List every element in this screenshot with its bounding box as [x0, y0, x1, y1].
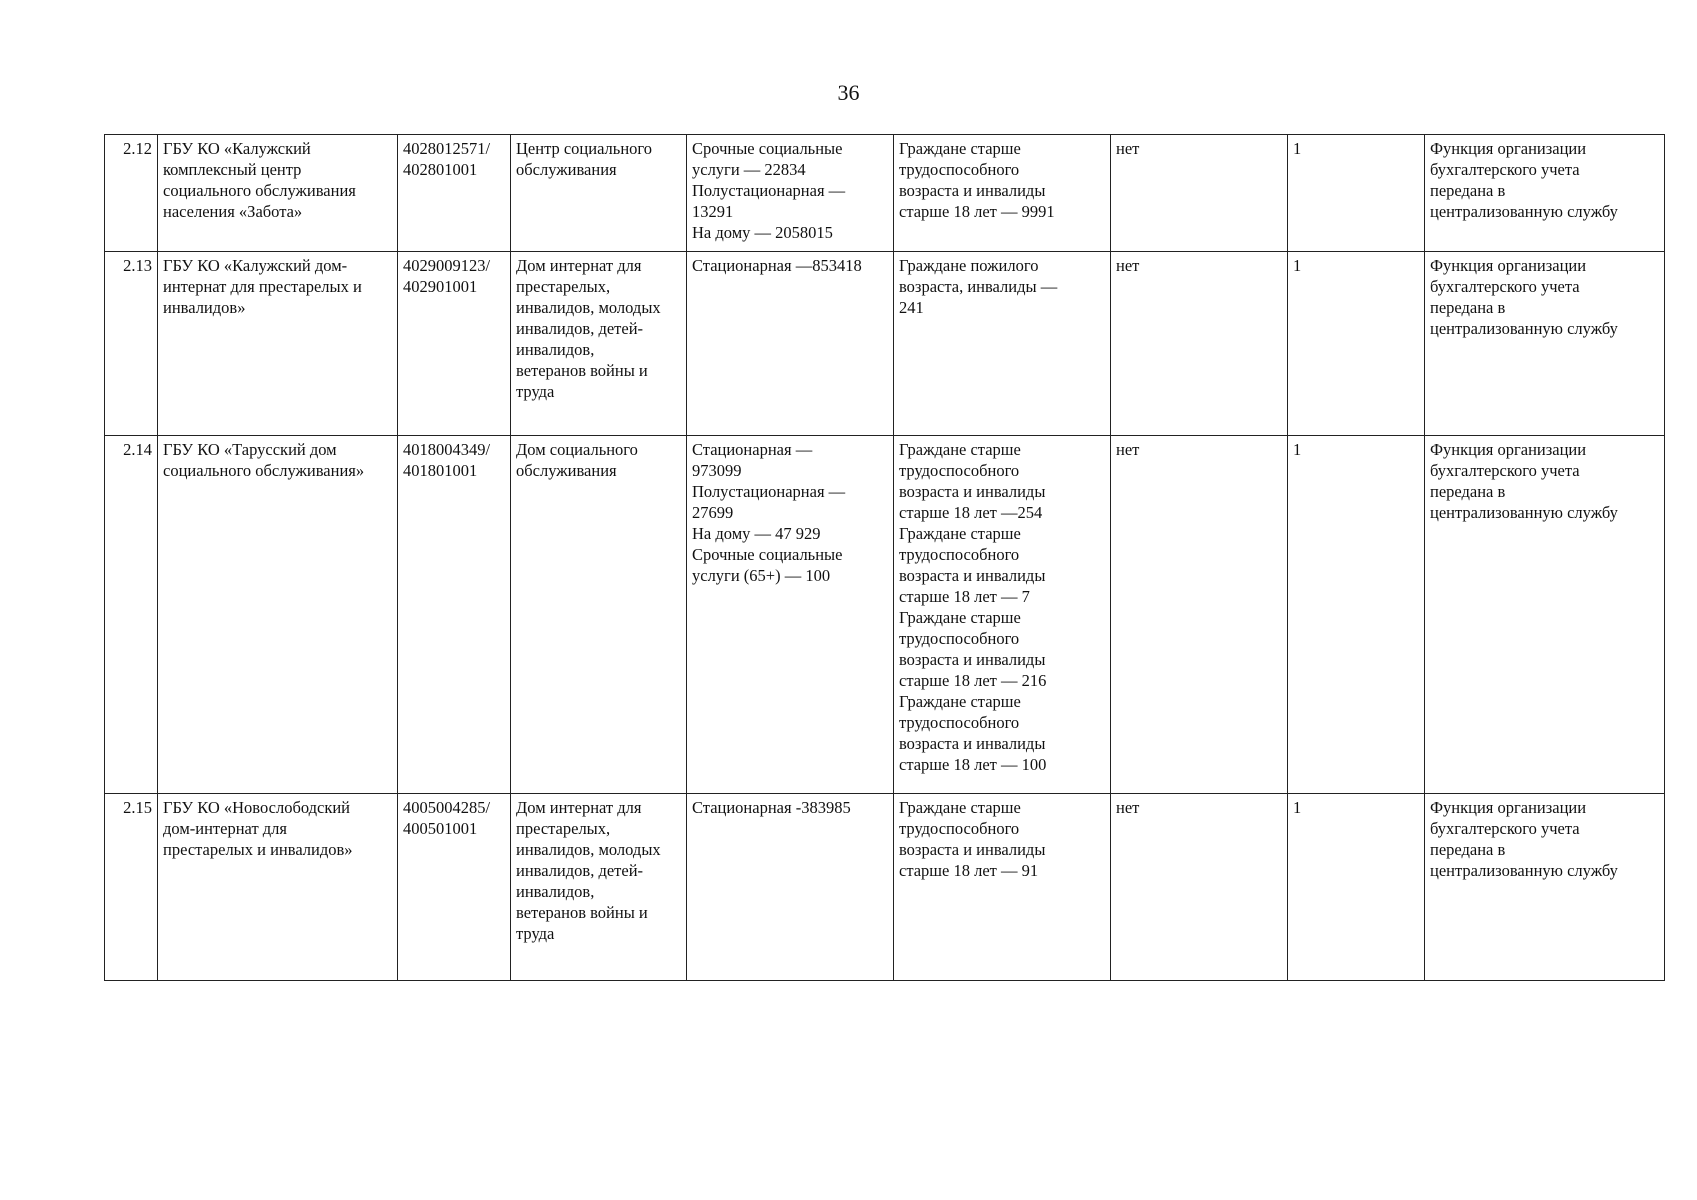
institution-name: ГБУ КО «Тарусский дом социального обслуживания» — [158, 436, 398, 794]
row-number: 2.15 — [105, 794, 158, 981]
table-row — [105, 436, 1665, 794]
count: 1 — [1288, 794, 1425, 981]
flag: нет — [1111, 436, 1288, 794]
institutions-table — [104, 134, 1665, 981]
recipients: Граждане старше трудоспособного возраста и инвалиды старше 18 лет —254 Граждане старше трудоспособного возраста и инвалиды старше 18 лет — 7 Граждане старше трудоспособного возраста и инвалиды старше 18 лет — 216 Граждане старше трудоспособного возраста и инвалиды старше 18 лет — 100 — [894, 436, 1111, 794]
table-row — [105, 794, 1665, 981]
flag: нет — [1111, 252, 1288, 436]
institution-name: ГБУ КО «Калужский комплексный центр социального обслуживания населения «Забота» — [158, 135, 398, 252]
page-number: 36 — [837, 80, 860, 105]
inn-kpp: 4005004285/ 400501001 — [398, 794, 511, 981]
note: Функция организации бухгалтерского учета передана в централизованную службу — [1425, 436, 1665, 794]
services: Срочные социальные услуги — 22834 Полустационарная — 13291 На дому — 2058015 — [687, 135, 894, 252]
institution-type: Дом интернат для престарелых, инвалидов, молодых инвалидов, детей- инвалидов, ветеранов войны и труда — [511, 252, 687, 436]
institution-name: ГБУ КО «Новослободский дом-интернат для престарелых и инвалидов» — [158, 794, 398, 981]
inn-kpp: 4028012571/ 402801001 — [398, 135, 511, 252]
services: Стационарная — 973099 Полустационарная — 27699 На дому — 47 929 Срочные социальные услуги (65+) — 100 — [687, 436, 894, 794]
institution-name: ГБУ КО «Калужский дом- интернат для престарелых и инвалидов» — [158, 252, 398, 436]
institution-type: Дом социального обслуживания — [511, 436, 687, 794]
row-number: 2.13 — [105, 252, 158, 436]
recipients: Граждане пожилого возраста, инвалиды — 241 — [894, 252, 1111, 436]
count: 1 — [1288, 436, 1425, 794]
inn-kpp: 4018004349/ 401801001 — [398, 436, 511, 794]
recipients: Граждане старше трудоспособного возраста и инвалиды старше 18 лет — 9991 — [894, 135, 1111, 252]
recipients: Граждане старше трудоспособного возраста и инвалиды старше 18 лет — 91 — [894, 794, 1111, 981]
table-row — [105, 135, 1665, 252]
count: 1 — [1288, 252, 1425, 436]
institution-type: Центр социального обслуживания — [511, 135, 687, 252]
table-row — [105, 252, 1665, 436]
count: 1 — [1288, 135, 1425, 252]
flag: нет — [1111, 135, 1288, 252]
row-number: 2.12 — [105, 135, 158, 252]
flag: нет — [1111, 794, 1288, 981]
services: Стационарная —853418 — [687, 252, 894, 436]
note: Функция организации бухгалтерского учета передана в централизованную службу — [1425, 794, 1665, 981]
note: Функция организации бухгалтерского учета передана в централизованную службу — [1425, 135, 1665, 252]
inn-kpp: 4029009123/ 402901001 — [398, 252, 511, 436]
row-number: 2.14 — [105, 436, 158, 794]
institution-type: Дом интернат для престарелых, инвалидов, молодых инвалидов, детей- инвалидов, ветеранов войны и труда — [511, 794, 687, 981]
services: Стационарная -383985 — [687, 794, 894, 981]
note: Функция организации бухгалтерского учета передана в централизованную службу — [1425, 252, 1665, 436]
